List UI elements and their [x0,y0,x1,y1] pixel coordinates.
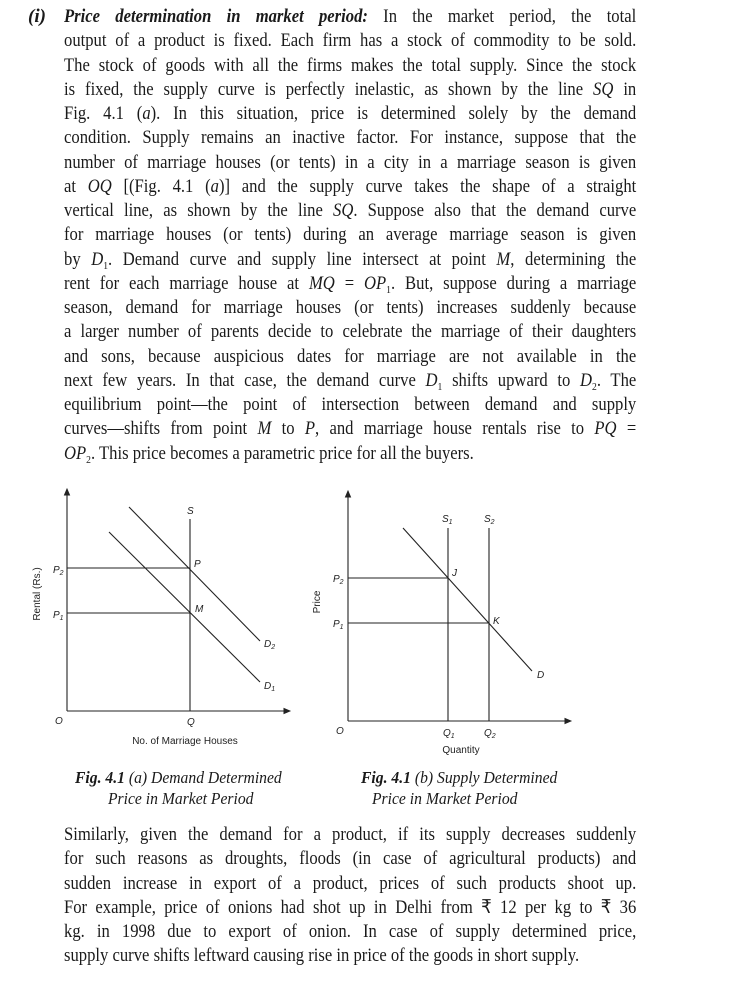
figure-b-caption [361,767,557,788]
text-run: next few years. In that case, the demand curve [64,369,426,391]
caption-title: (a) Demand Determined [124,768,282,787]
label-q2: $Q_2$ [484,728,496,740]
text-run: for such reasons as droughts, floods (in case of agricultural products) and [64,848,637,870]
text-run: Fig. 4.1 ( [64,103,143,124]
text-run: kg. in 1998 due to export of onion. In case of supply determined price, [64,921,637,942]
text-run: Similarly, given the demand for a product, if its supply decreases suddenly [64,824,637,845]
subscript: 1 [386,283,391,296]
text-run: For example, price of onions had shot up in Delhi from ₹ 12 per kg to ₹ 36 [64,896,637,918]
text-run: is fixed, the supply curve is perfectly inelastic, as shown by the line [64,78,594,100]
text-run: vertical line, as shown by the line [64,200,334,221]
text-run: [(Fig. 4.1 ( [111,175,211,197]
emphasis-text: D [425,369,438,391]
label-origin: O [336,726,344,737]
x-axis-title: No. of Marriage Houses [132,736,238,747]
text-line [64,847,636,871]
text-run: . Demand curve and supply line intersect at point [108,248,497,270]
label-q1: $Q_1$ [443,728,455,740]
label-d: D [537,670,545,681]
text-run: by [64,248,92,270]
text-run: . But, suppose during a marriage [390,272,637,294]
demand-curve-d1 [109,532,260,682]
text-line [64,872,636,896]
emphasis-text: M [496,248,511,270]
text-run: ). In this situation, price is determined solely by the demand [150,103,637,124]
label-p1: $P_1$ [333,619,344,631]
emphasis-text: P [304,418,316,440]
subscript: 2 [86,453,91,466]
text-run: condition. Supply remains an inactive factor. For instance, suppose that the [64,127,637,149]
emphasis-text: OQ [87,175,112,197]
emphasis-text: D [91,248,104,270]
emphasis-text: Price determination in market period: [64,6,368,27]
text-run: in [613,78,637,100]
label-p1: $P_1$ [53,610,64,622]
text-run: to [271,418,305,440]
text-run: shifts upward to [442,369,581,391]
text-line [64,944,636,968]
text-run: , determining the [510,248,637,270]
y-axis-title: Rental (Rs.) [32,567,43,621]
emphasis-text: OP [64,442,87,464]
emphasis-text: OP [364,272,387,294]
emphasis-text: D [580,369,593,391]
emphasis-text: SQ [593,78,614,100]
paragraph-supply-determined [64,823,636,969]
label-d2: $D_2$ [264,639,276,651]
text-run: supply curve shifts leftward causing rise in price of the goods in short supply. [64,945,580,967]
text-run: and sons, because auspicious dates for marriage are not available in the [64,345,637,367]
text-run: a larger number of parents decide to celebrate the marriage of their daughters [64,321,637,343]
emphasis-text: M [257,418,272,440]
text-line [64,920,636,944]
text-run: . The [596,369,637,391]
label-j: J [452,568,457,579]
demand-curve-d2 [129,507,260,641]
text-run: number of marriage houses (or tents) in a city in a marriage season is given [64,151,637,173]
text-run: = [334,272,365,294]
y-axis-title: Price [312,590,323,614]
subscript: 2 [592,380,597,393]
label-d1: $D_1$ [264,681,276,693]
text-run: at [64,175,88,197]
caption-title: (b) Supply Determined [410,768,558,787]
figure-a-caption [75,767,282,788]
text-run: . Suppose also that the demand curve [353,200,637,221]
text-run: rent for each marriage house at [64,272,309,294]
text-line [64,823,636,847]
label-s: S [187,506,194,517]
label-m: M [195,604,204,615]
text-run: curves—shifts from point [64,418,258,440]
caption-figure-number: Fig. 4.1 [361,768,411,787]
text-run: . This price becomes a parametric price for all the buyers. [90,442,474,464]
subscript: 1 [103,259,109,272]
text-run: )] and the supply curve takes the shape of a straight [218,175,637,197]
emphasis-text: a [210,175,219,197]
label-s1: $S_1$ [442,514,453,526]
label-q: Q [187,717,195,728]
demand-curve-d [403,528,532,671]
emphasis-text: a [142,103,151,124]
subscript: 1 [437,380,443,393]
emphasis-text: PQ [594,418,617,440]
emphasis-text: MQ [308,272,335,294]
text-run: for marriage houses (or tents) during an average marriage season is given [64,224,637,246]
figure-a-caption-line2: Price in Market Period [108,789,254,808]
text-line [64,896,636,920]
text-run: equilibrium point—the point of intersection between demand and supply [64,394,637,415]
label-origin: O [55,716,63,727]
text-run: The stock of goods with all the firms makes the total supply. Since the stock [64,54,637,76]
figure-b-caption-line2: Price in Market Period [372,789,518,808]
x-axis-title: Quantity [442,745,480,756]
text-run: In the market period, the total [367,6,637,27]
text-run: season, demand for marriage houses (or tents) increases suddenly because [64,297,637,318]
text-run: sudden increase in export of a product, prices of such products shoot up. [64,872,637,894]
text-run: output of a product is fixed. Each firm has a stock of commodity to be sold. [64,30,637,52]
label-k: K [493,616,500,627]
label-p: P [194,559,201,570]
text-run: = [616,418,637,440]
figure-b-diagram [312,491,571,756]
item-label: (i) [28,6,46,27]
text-run: , and marriage house rentals rise to [315,418,595,440]
label-s2: $S_2$ [484,514,495,526]
label-p2: $P_2$ [333,574,344,586]
label-p2: $P_2$ [53,565,64,577]
emphasis-text: SQ [333,200,354,221]
figure-a-diagram [32,489,290,747]
caption-figure-number: Fig. 4.1 [75,768,125,787]
